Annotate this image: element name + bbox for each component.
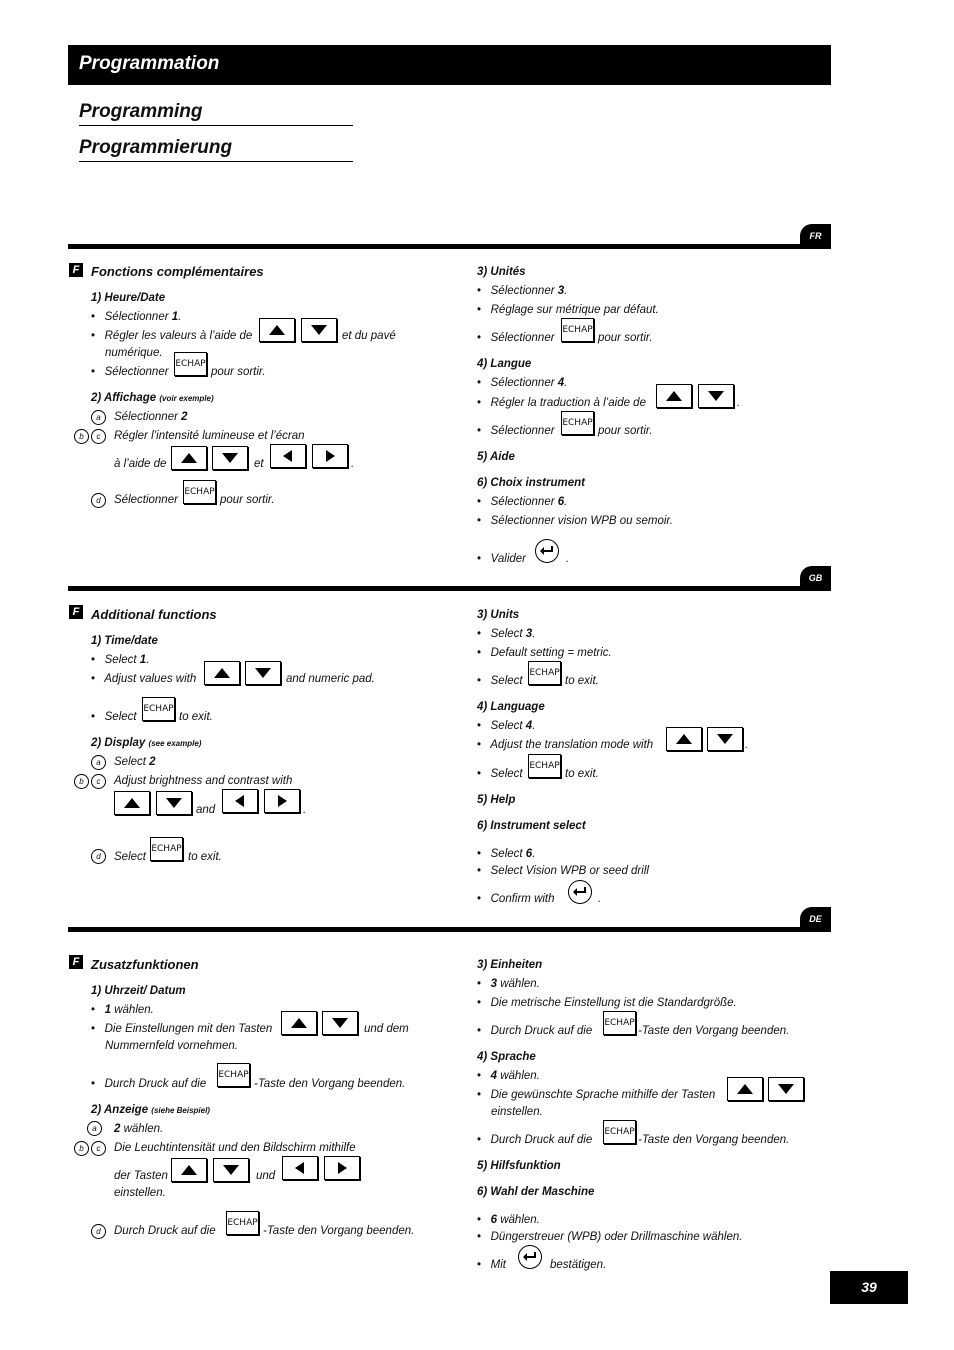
right-arrow-icon [324, 1156, 360, 1180]
circle-c: c [91, 1141, 106, 1156]
de-s4-line2: • Die gewünschte Sprache mithilfe der Tasten [477, 1089, 716, 1101]
gb-s4-line3: • Select [477, 768, 523, 780]
fr-s6-line2: • Sélectionner vision WPB ou semoir. [477, 515, 673, 527]
de-s1-line3b: -Taste den Vorgang beenden. [254, 1078, 406, 1090]
subtitle-programmierung: Programmierung [79, 137, 353, 162]
fr-s4-line3b: pour sortir. [598, 425, 653, 437]
de-s1-line2: • Die Einstellungen mit den Tasten [91, 1023, 273, 1035]
de-s3-line2: • Die metrische Einstellung ist die Standardgröße. [477, 997, 737, 1009]
gb-s6-line2: • Select Vision WPB or seed drill [477, 865, 649, 877]
echap-key: ECHAP [528, 754, 561, 778]
de-s5-heading: 5) Hilfsfunktion [477, 1160, 561, 1172]
section-rule-fr [68, 244, 831, 249]
lang-tab-gb: GB [800, 566, 831, 590]
left-arrow-icon [270, 444, 306, 468]
fr-s4-line2: • Régler la traduction à l’aide de [477, 397, 646, 409]
fr-s4-line1: • Sélectionner 4. [477, 377, 568, 389]
gb-s3-heading: 3) Units [477, 609, 520, 621]
fr-s1-line3: • Sélectionner [91, 366, 169, 378]
lang-tab-fr: FR [800, 224, 831, 248]
subtitle-programming: Programming [79, 101, 353, 126]
fr-s2-bc: Régler l’intensité lumineuse et l’écran [114, 430, 305, 442]
circle-a: a [91, 410, 106, 425]
down-arrow-icon [213, 1158, 249, 1182]
fr-s2-bc2: à l’aide de [114, 458, 167, 470]
gb-s1-line1: • Select 1. [91, 654, 150, 666]
gb-s2-d1: Select [114, 851, 146, 863]
fr-s4-line3: • Sélectionner [477, 425, 555, 437]
echap-key: ECHAP [217, 1063, 250, 1087]
circle-d: d [91, 849, 106, 864]
de-s2-und: und [256, 1170, 276, 1182]
gb-s3-line1: • Select 3. [477, 628, 536, 640]
de-s6-line3: • Mit [477, 1259, 506, 1271]
de-s2-d2: -Taste den Vorgang beenden. [263, 1225, 415, 1237]
gb-s4-line3b: to exit. [565, 768, 599, 780]
fr-s3-line3: • Sélectionner [477, 332, 555, 344]
circle-d: d [91, 493, 106, 508]
gb-s4-heading: 4) Language [477, 701, 545, 713]
up-arrow-icon [259, 318, 295, 342]
gb-s3-line2: • Default setting = metric. [477, 647, 612, 659]
lang-tab-de: DE [800, 907, 831, 931]
de-s3-line3b: -Taste den Vorgang beenden. [638, 1025, 790, 1037]
down-arrow-icon [698, 384, 734, 408]
section-title-gb: Additional functions [91, 607, 217, 622]
circle-c: c [91, 429, 106, 444]
down-arrow-icon [245, 661, 281, 685]
de-s1-heading: 1) Uhrzeit/ Datum [91, 985, 186, 997]
down-arrow-icon [212, 446, 248, 470]
fr-s5-heading: 5) Aide [477, 451, 515, 463]
de-s4-line1: • 4 wählen. [477, 1070, 540, 1082]
echap-key: ECHAP [142, 697, 175, 721]
de-s2-heading: 2) Anzeige (siehe Beispiel) [91, 1104, 210, 1116]
fr-s1-line3b: pour sortir. [211, 366, 266, 378]
up-arrow-icon [171, 446, 207, 470]
fr-s6-line1: • Sélectionner 6. [477, 496, 568, 508]
period: . [303, 804, 307, 816]
gb-s3-line3b: to exit. [565, 675, 599, 687]
de-s4-line2b: einstellen. [491, 1106, 543, 1118]
left-arrow-icon [222, 789, 258, 813]
section-title-de: Zusatzfunktionen [91, 957, 199, 972]
de-s1-line2b: und dem [364, 1023, 409, 1035]
gb-s5-heading: 5) Help [477, 794, 516, 806]
de-s3-heading: 3) Einheiten [477, 959, 543, 971]
echap-key: ECHAP [174, 352, 207, 376]
period: . [598, 893, 602, 905]
gb-s2-and: and [196, 804, 216, 816]
fr-s6-heading: 6) Choix instrument [477, 477, 585, 489]
up-arrow-icon [204, 661, 240, 685]
de-s4-line3b: -Taste den Vorgang beenden. [638, 1134, 790, 1146]
fr-s2-d2: pour sortir. [220, 494, 275, 506]
gb-s1-line3b: to exit. [179, 711, 213, 723]
de-s3-line3: • Durch Druck auf die [477, 1025, 593, 1037]
echap-key: ECHAP [603, 1120, 636, 1144]
circle-c: c [91, 774, 106, 789]
down-arrow-icon [301, 318, 337, 342]
down-arrow-icon [707, 727, 743, 751]
gb-s6-line1: • Select 6. [477, 848, 536, 860]
fr-s1-line2c: numérique. [105, 347, 163, 359]
up-arrow-icon [114, 791, 150, 815]
f-tag: F [69, 263, 83, 277]
circle-b: b [74, 774, 89, 789]
enter-icon [535, 539, 559, 563]
up-arrow-icon [727, 1077, 763, 1101]
fr-s1-line2: • Régler les valeurs à l’aide de [91, 330, 253, 342]
de-s4-line3: • Durch Druck auf die [477, 1134, 593, 1146]
gb-s6-heading: 6) Instrument select [477, 820, 586, 832]
de-s6-line1: • 6 wählen. [477, 1214, 540, 1226]
de-s2-d1: Durch Druck auf die [114, 1225, 216, 1237]
echap-key: ECHAP [561, 318, 594, 342]
fr-s3-heading: 3) Unités [477, 266, 526, 278]
gb-s2-heading: 2) Display (see example) [91, 737, 202, 749]
gb-s2-a: Select 2 [114, 756, 156, 768]
gb-s1-line3: • Select [91, 711, 137, 723]
gb-s3-line3: • Select [477, 675, 523, 687]
fr-s2-a: Sélectionner 2 [114, 411, 188, 423]
right-arrow-icon [312, 444, 348, 468]
gb-s1-line2b: and numeric pad. [286, 673, 375, 685]
de-s6-heading: 6) Wahl der Maschine [477, 1186, 595, 1198]
fr-s1-line2b: et du pavé [342, 330, 396, 342]
fr-s3-line2: • Réglage sur métrique par défaut. [477, 304, 659, 316]
left-arrow-icon [282, 1156, 318, 1180]
de-s2-bc3: einstellen. [114, 1187, 166, 1199]
down-arrow-icon [322, 1011, 358, 1035]
gb-s6-line3: • Confirm with [477, 893, 555, 905]
de-s1-line2c: Nummernfeld vornehmen. [105, 1040, 238, 1052]
de-s1-line1: • 1 wählen. [91, 1004, 154, 1016]
echap-key: ECHAP [183, 480, 216, 504]
fr-s1-line1: • Sélectionner 1. [91, 311, 182, 323]
circle-a: a [87, 1121, 102, 1136]
gb-s1-line2: • Adjust values with [91, 673, 197, 685]
period: . [351, 458, 355, 470]
de-s2-bc2: der Tasten [114, 1170, 168, 1182]
de-s3-line1: • 3 wählen. [477, 978, 540, 990]
f-tag: F [69, 605, 83, 619]
period: . [566, 553, 570, 565]
circle-d: d [91, 1224, 106, 1239]
fr-s4-heading: 4) Langue [477, 358, 532, 370]
enter-icon [518, 1245, 542, 1269]
page-number: 39 [830, 1271, 908, 1304]
circle-a: a [91, 755, 106, 770]
enter-icon [568, 880, 592, 904]
de-s4-heading: 4) Sprache [477, 1051, 536, 1063]
de-s6-line3b: bestätigen. [550, 1259, 607, 1271]
section-rule-de [68, 927, 831, 932]
page-title: Programmation [79, 53, 220, 74]
right-arrow-icon [264, 789, 300, 813]
gb-s2-d2: to exit. [188, 851, 222, 863]
fr-s3-line3b: pour sortir. [598, 332, 653, 344]
de-s2-bc: Die Leuchtintensität und den Bildschirm mithilfe [114, 1142, 356, 1154]
de-s6-line2: • Düngerstreuer (WPB) oder Drillmaschine wählen. [477, 1231, 743, 1243]
circle-b: b [74, 429, 89, 444]
up-arrow-icon [281, 1011, 317, 1035]
up-arrow-icon [656, 384, 692, 408]
header-bar [68, 45, 831, 85]
section-rule-gb [68, 586, 831, 591]
gb-s2-bc: Adjust brightness and contrast with [114, 775, 293, 787]
gb-s1-heading: 1) Time/date [91, 635, 158, 647]
de-s2-a: 2 wählen. [114, 1123, 164, 1135]
period: . [745, 739, 749, 751]
echap-key: ECHAP [561, 411, 594, 435]
f-tag: F [69, 955, 83, 969]
period: . [737, 397, 741, 409]
fr-s2-heading: 2) Affichage (voir exemple) [91, 392, 214, 404]
fr-s6-line3: • Valider [477, 553, 526, 565]
down-arrow-icon [156, 791, 192, 815]
fr-s2-d1: Sélectionner [114, 494, 178, 506]
echap-key: ECHAP [226, 1211, 259, 1235]
echap-key: ECHAP [528, 661, 561, 685]
fr-s3-line1: • Sélectionner 3. [477, 285, 568, 297]
gb-s4-line2: • Adjust the translation mode with [477, 739, 654, 751]
up-arrow-icon [666, 727, 702, 751]
circle-b: b [74, 1141, 89, 1156]
down-arrow-icon [768, 1077, 804, 1101]
fr-s2-et: et [254, 458, 264, 470]
gb-s4-line1: • Select 4. [477, 720, 536, 732]
up-arrow-icon [171, 1158, 207, 1182]
de-s1-line3: • Durch Druck auf die [91, 1078, 207, 1090]
section-title-fr: Fonctions complémentaires [91, 264, 264, 279]
echap-key: ECHAP [603, 1011, 636, 1035]
echap-key: ECHAP [150, 837, 183, 861]
fr-s1-heading: 1) Heure/Date [91, 292, 166, 304]
